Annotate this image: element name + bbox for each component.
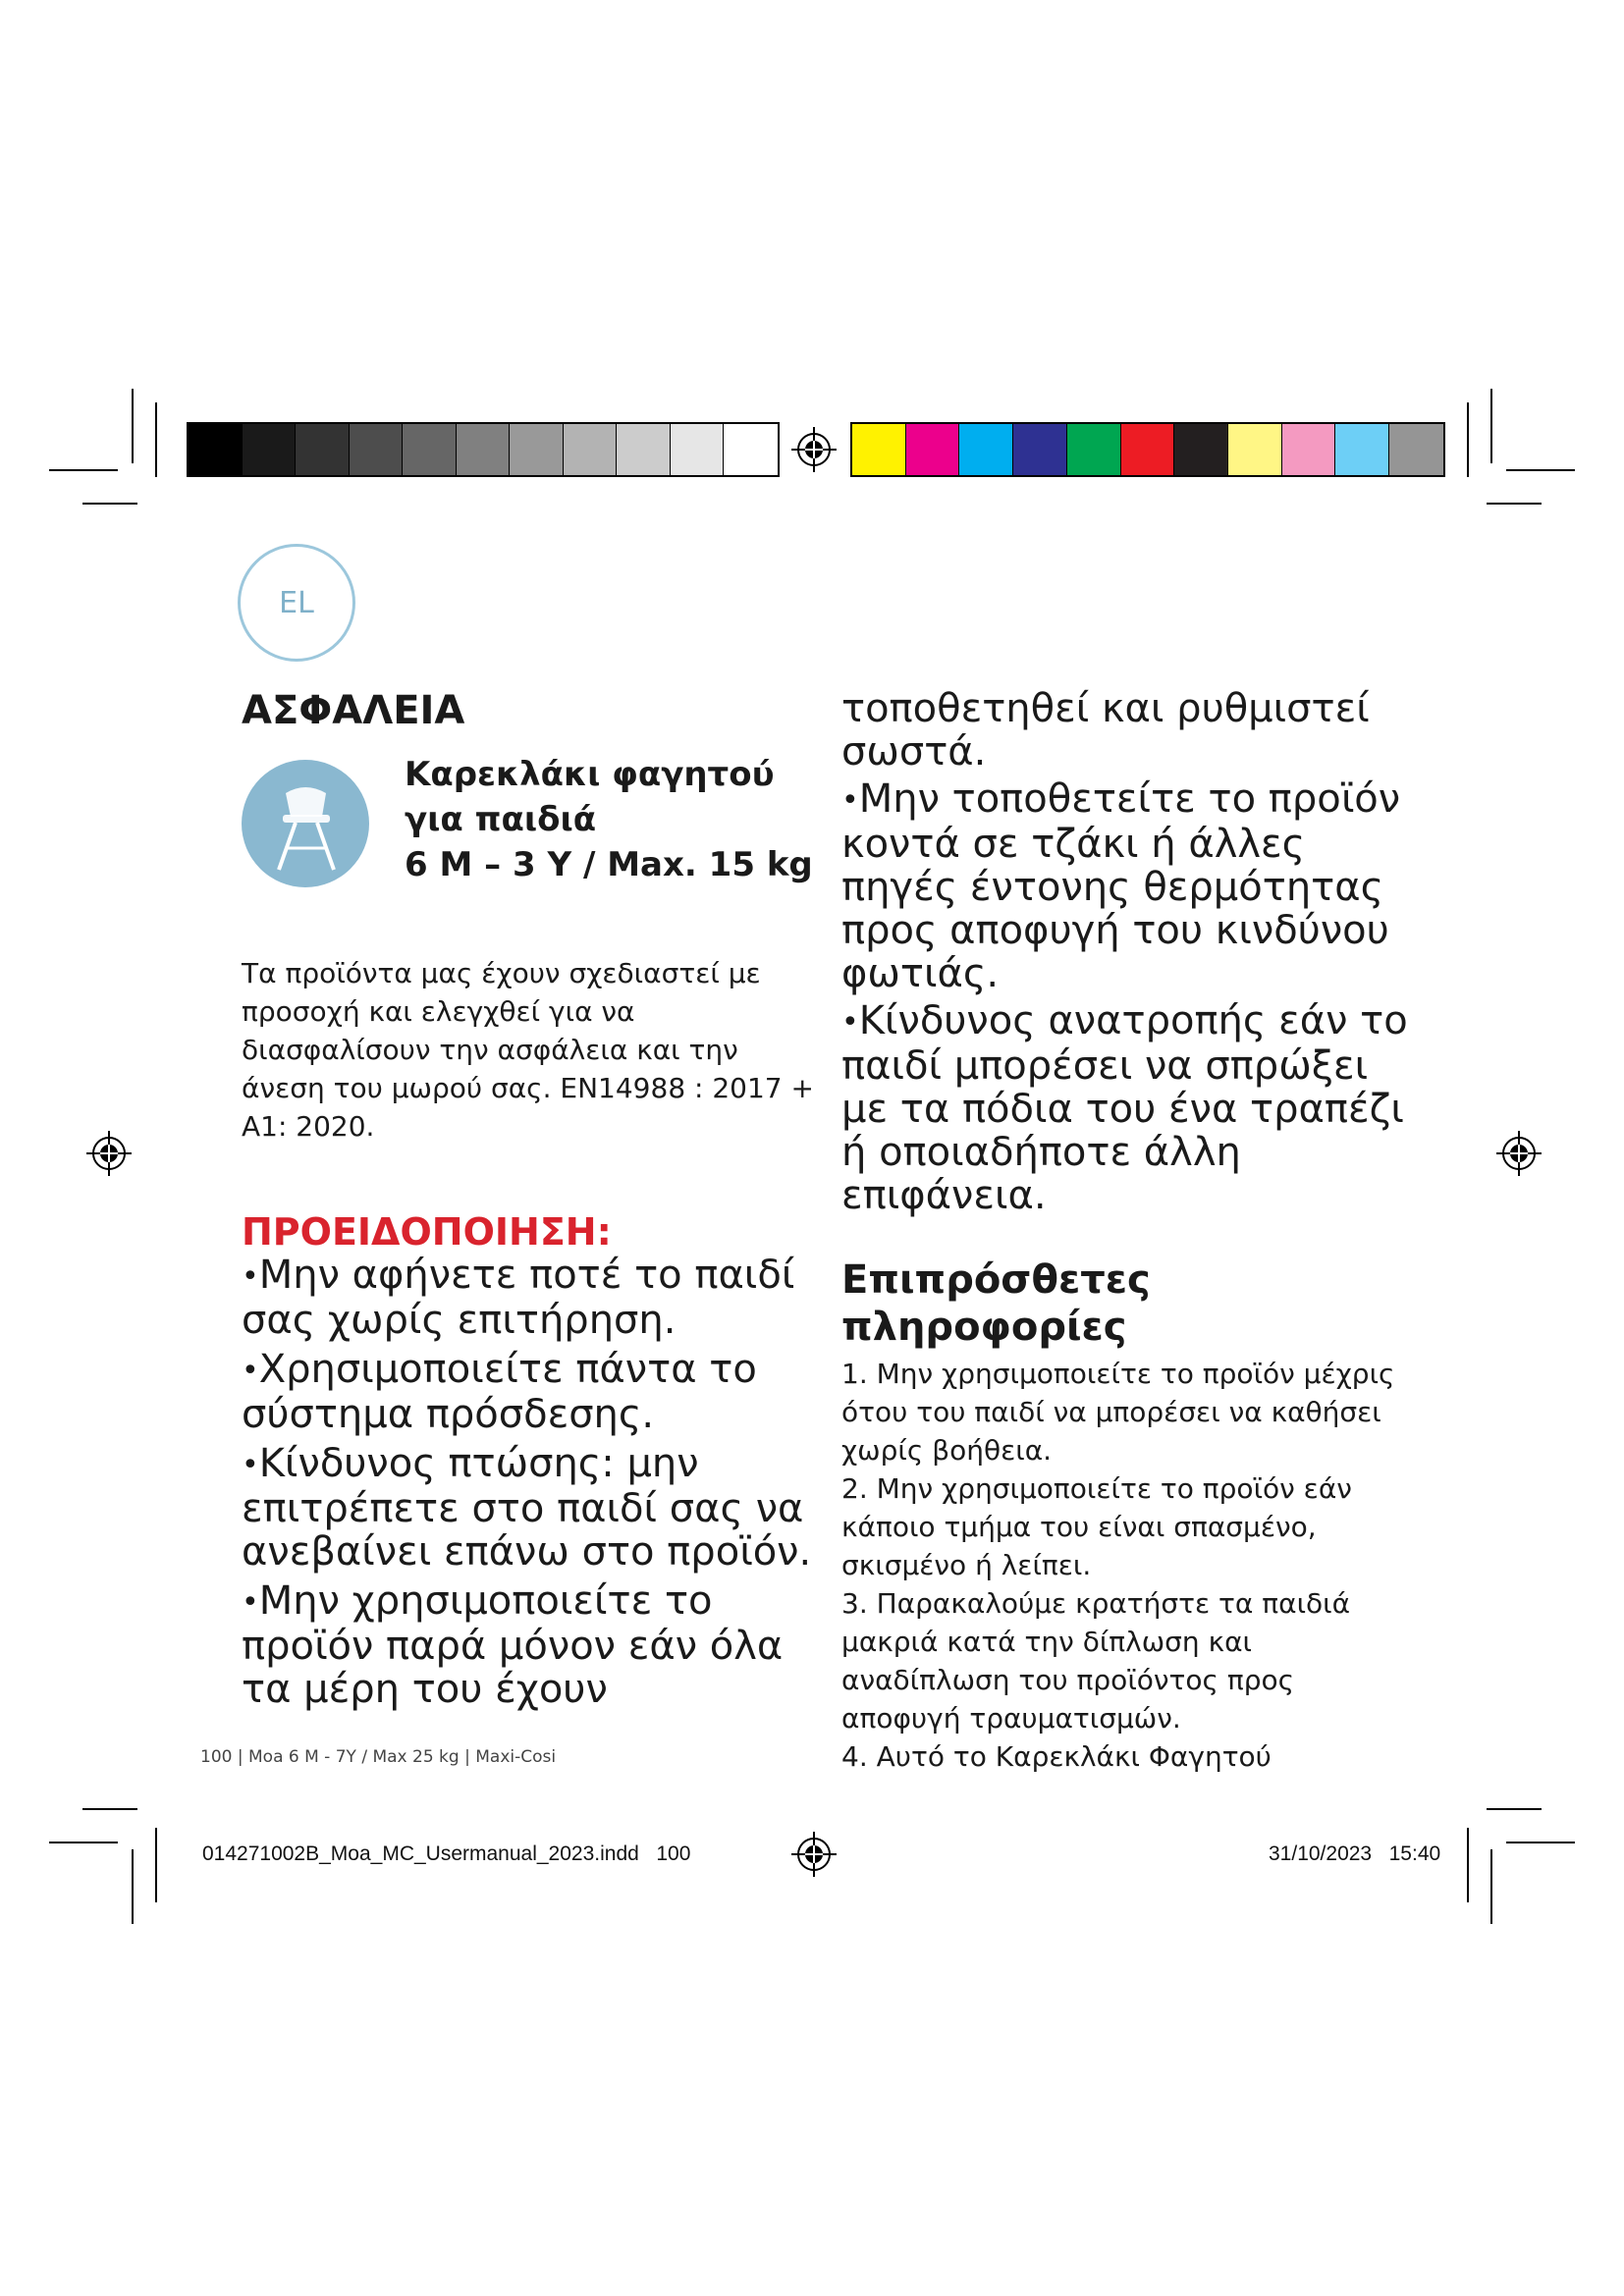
warning-item: •Μην αφήνετε ποτέ το παιδί σας χωρίς επιτήρηση. <box>242 1253 795 1343</box>
bullet-icon: • <box>841 783 859 818</box>
page-footer: 100 | Moa 6 M - 7Y / Max 25 kg | Maxi-Cosi <box>200 1747 557 1767</box>
right-column <box>841 687 1411 1776</box>
additional-info-item: 1. Μην χρησιμοποιείτε το προϊόν μέχρις ότου του παιδί να μπορέσει να καθήσει χωρίς βοήθεια. <box>841 1358 1395 1467</box>
slug-page: 100 <box>656 1842 691 1865</box>
color-swatch <box>350 424 404 475</box>
grayscale-color-bar <box>187 422 780 477</box>
footer-brand: Maxi-Cosi <box>475 1747 557 1767</box>
warning-item: •Μην χρησιμοποιείτε το προϊόν παρά μόνον εάν όλα τα μέρη του έχουν <box>242 1578 784 1712</box>
crop-mark <box>132 389 134 463</box>
registration-mark-icon <box>791 427 837 472</box>
crop-mark <box>82 1808 137 1810</box>
warning-item: •Κίνδυνος πτώσης: μην επιτρέπετε στο παιδί σας να ανεβαίνει επάνω στο προϊόν. <box>242 1441 812 1575</box>
color-swatch <box>510 424 564 475</box>
crop-mark <box>1467 402 1469 477</box>
color-swatch <box>403 424 457 475</box>
crop-mark <box>82 503 137 505</box>
process-color-bar <box>850 422 1445 477</box>
language-code: EL <box>279 585 314 620</box>
footer-product: Moa 6 M - 7Y / Max 25 kg <box>248 1747 460 1767</box>
color-swatch <box>906 424 960 475</box>
crop-mark <box>1487 1808 1542 1810</box>
crop-mark <box>1487 503 1542 505</box>
warning-list-continued <box>841 687 1411 1217</box>
safety-intro: Τα προϊόντα μας έχουν σχεδιαστεί με προσοχή και ελεγχθεί για να διασφαλίσουν την ασφάλεια και την άνεση του μωρού σας. EN14988 : 2017 + A1: 2020. <box>242 957 814 1143</box>
slug-filename: 014271002B_Moa_MC_Usermanual_2023.indd <box>202 1842 639 1865</box>
additional-info-item: 2. Μην χρησιμοποιείτε το προϊόν εάν κάποιο τμήμα του είναι σπασμένο, σκισμένο ή λείπει. <box>841 1472 1352 1581</box>
additional-info-title: Επιπρόσθετες πληροφορίες <box>841 1257 1151 1350</box>
product-name <box>405 752 813 887</box>
crop-mark <box>155 402 157 477</box>
color-swatch <box>1282 424 1336 475</box>
color-swatch <box>296 424 350 475</box>
language-badge <box>238 544 355 662</box>
warning-item: •Μην τοποθετείτε το προϊόν κοντά σε τζάκι ή άλλες πηγές έντονης θερμότητας προς αποφυγή του κινδύνου φωτιάς. <box>841 776 1401 996</box>
print-slug-date <box>1269 1842 1440 1866</box>
additional-info-item: 4. Αυτό το Καρεκλάκι Φαγητού <box>841 1740 1272 1773</box>
crop-mark <box>1467 1828 1469 1902</box>
crop-mark <box>155 1828 157 1902</box>
product-name-line: 6 M – 3 Y / Max. 15 kg <box>405 845 813 884</box>
high-chair-icon <box>242 760 369 887</box>
crop-mark <box>132 1849 134 1924</box>
product-name-line: για παιδιά <box>405 800 597 839</box>
bullet-icon: • <box>242 1354 259 1388</box>
color-swatch <box>617 424 671 475</box>
registration-mark-icon <box>1496 1131 1542 1176</box>
bullet-icon: • <box>841 1005 859 1040</box>
left-column <box>242 687 821 1717</box>
color-swatch <box>852 424 906 475</box>
color-swatch <box>1228 424 1282 475</box>
registration-mark-icon <box>791 1832 837 1877</box>
slug-date: 31/10/2023 <box>1269 1842 1373 1865</box>
crop-mark <box>1490 1849 1492 1924</box>
bullet-icon: • <box>242 1585 259 1620</box>
warning-title: ΠΡΟΕΙΔΟΠΟΙΗΣΗ: <box>242 1210 612 1254</box>
crop-mark <box>49 1842 118 1843</box>
color-swatch <box>1121 424 1175 475</box>
color-swatch <box>959 424 1013 475</box>
crop-mark <box>1506 1842 1575 1843</box>
color-swatch <box>243 424 297 475</box>
page-number: 100 <box>200 1747 233 1767</box>
additional-info-list <box>841 1355 1411 1776</box>
color-swatch <box>1335 424 1389 475</box>
color-swatch <box>1013 424 1067 475</box>
color-swatch <box>671 424 725 475</box>
warning-item: •Κίνδυνος ανατροπής εάν το παιδί μπορέσει να σπρώξει με τα πόδια του ένα τραπέζι ή οποιαδήποτε άλλη επιφάνεια. <box>841 998 1408 1218</box>
color-swatch <box>457 424 511 475</box>
color-swatch <box>564 424 618 475</box>
print-slug-file <box>202 1842 690 1866</box>
additional-info-item: 3. Παρακαλούμε κρατήστε τα παιδιά μακριά κατά την δίπλωση και αναδίπλωση του προϊόντος προς αποφυγή τραυματισμών. <box>841 1587 1351 1735</box>
warning-list <box>242 1254 821 1711</box>
slug-time: 15:40 <box>1388 1842 1441 1865</box>
crop-mark <box>49 469 118 471</box>
color-swatch <box>1174 424 1228 475</box>
safety-title: ΑΣΦΑΛΕΙΑ <box>242 688 465 733</box>
warning-continuation: τοποθετηθεί και ρυθμιστεί σωστά. <box>841 686 1370 774</box>
product-name-line: Καρεκλάκι φαγητού <box>405 755 775 794</box>
color-swatch <box>189 424 243 475</box>
product-block <box>242 752 821 948</box>
bullet-icon: • <box>242 1259 259 1294</box>
color-swatch <box>1389 424 1443 475</box>
color-swatch <box>1067 424 1121 475</box>
bullet-icon: • <box>242 1448 259 1482</box>
crop-mark <box>1490 389 1492 463</box>
crop-mark <box>1506 469 1575 471</box>
registration-mark-icon <box>86 1131 132 1176</box>
warning-item: •Χρησιμοποιείτε πάντα το σύστημα πρόσδεσης. <box>242 1347 757 1437</box>
color-swatch <box>724 424 778 475</box>
